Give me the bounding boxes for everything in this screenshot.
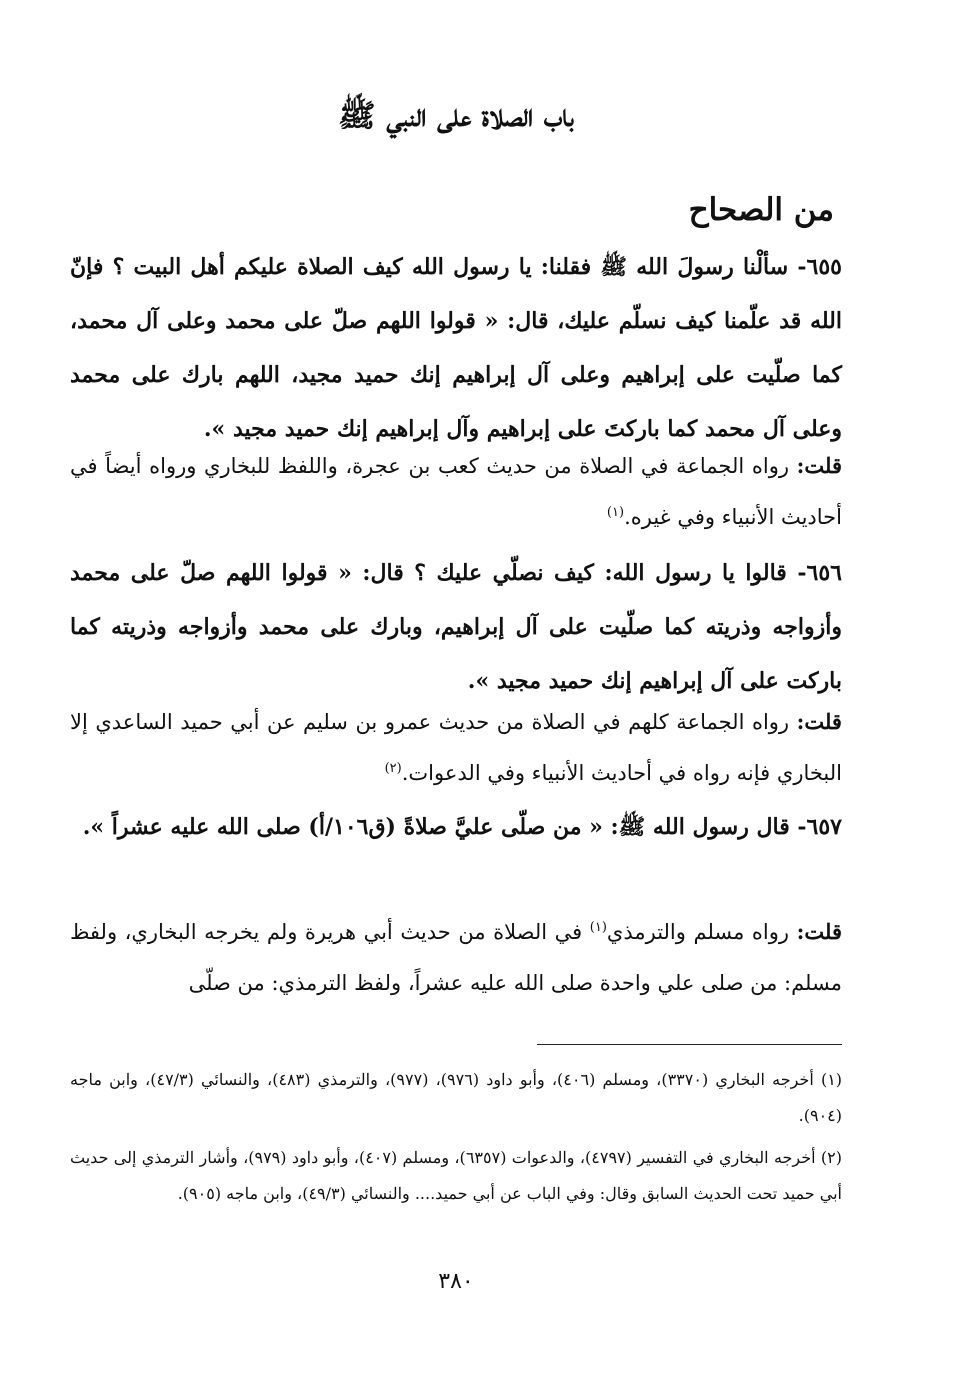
chapter-title: باب الصلاة على النبي ﷺ (338, 98, 574, 134)
footnote-marker: (٢) (820, 1148, 842, 1167)
hadith-text: سألْنا رسولَ الله ﷺ فقلنا: يا رسول الله كيف الصلاة عليكم أهل البيت ؟ فإنّ الله قد علّمنا كيف نسلّم عليك، قال: « قولوا اللهم صلّ على محمد وعلى آل محمد، كما صلّيت على إبراهيم وعلى آل إبراهيم إنك حميد مجيد، اللهم بارك على محمد وعلى آل محمد كما باركتَ على إبراهيم وآل إبراهيم إنك حميد مجيد ». (70, 254, 842, 442)
footnote-marker: (١) (820, 1070, 843, 1089)
hadith-number: ٦٥٥- (797, 254, 842, 280)
hadith-text: قالوا يا رسول الله: كيف نصلّي عليك ؟ قال: « قولوا اللهم صلّ على محمد وأزواجه وذريته كما صلّيت على آل إبراهيم، وبارك على محمد وأزواجه وذريته كما باركت على آل إبراهيم إنك حميد مجيد ». (70, 560, 842, 694)
commentary-657 (70, 906, 842, 1009)
commentary-label: قلت: (796, 709, 842, 734)
commentary-text: رواه مسلم والترمذي (606, 920, 790, 944)
commentary-text: رواه الجماعة كلهم في الصلاة من حديث عمرو بن سليم عن أبي حميد الساعدي إلا البخاري فإنه رواه في أحاديث الأنبياء وفي الدعوات. (70, 710, 842, 785)
hadith-655 (70, 240, 842, 456)
hadith-text: قال رسول الله ﷺ: « من صلّى عليَّ صلاةً (ق١٠٦/أ) صلى الله عليه عشراً ». (82, 814, 790, 840)
footnote-ref[interactable]: (١) (606, 505, 625, 520)
footnote-ref[interactable]: (٢) (384, 761, 402, 776)
hadith-657 (70, 800, 842, 854)
commentary-656 (70, 696, 842, 799)
hadith-656 (70, 546, 842, 708)
commentary-655 (70, 440, 842, 543)
footnote-separator (537, 1044, 842, 1045)
commentary-text: رواه الجماعة في الصلاة من حديث كعب بن عجرة، واللفظ للبخاري ورواه أيضاً في أحاديث الأنبياء وفي غيره. (70, 454, 842, 529)
commentary-text-continued: في الصلاة من حديث أبي هريرة ولم يخرجه البخاري، ولفظ مسلم: من صلى علي واحدة صلى الله عليه عشراً، ولفظ الترمذي: من صلّى (70, 920, 842, 995)
commentary-label: قلت: (796, 919, 842, 944)
book-page (70, 0, 842, 1376)
footnote-text: أخرجه البخاري (٣٣٧٠)، ومسلم (٤٠٦)، وأبو داود (٩٧٦)، (٩٧٧)، والترمذي (٤٨٣)، والنسائي (٤٧/٣)، وابن ماجه (٩٠٤). (70, 1070, 842, 1125)
hadith-number: ٦٥٧- (797, 814, 842, 840)
section-heading: من الصحاح (688, 192, 834, 228)
footnote-ref[interactable]: (١) (589, 920, 607, 935)
footnote-2 (70, 1140, 842, 1212)
hadith-number: ٦٥٦- (797, 560, 842, 586)
page-number: ٣٨٠ (438, 1269, 474, 1294)
footnote-text: أخرجه البخاري في التفسير (٤٧٩٧)، والدعوات (٦٣٥٧)، ومسلم (٤٠٧)، وأبو داود (٩٧٩)، وأشار الترمذي إلى حديث أبي حميد تحت الحديث السابق وقال: وفي الباب عن أبي حميد.... والنسائي (٤٩/٣)، وابن ماجه (٩٠٥). (70, 1148, 842, 1203)
footnote-1 (70, 1062, 842, 1134)
commentary-label: قلت: (796, 453, 842, 478)
